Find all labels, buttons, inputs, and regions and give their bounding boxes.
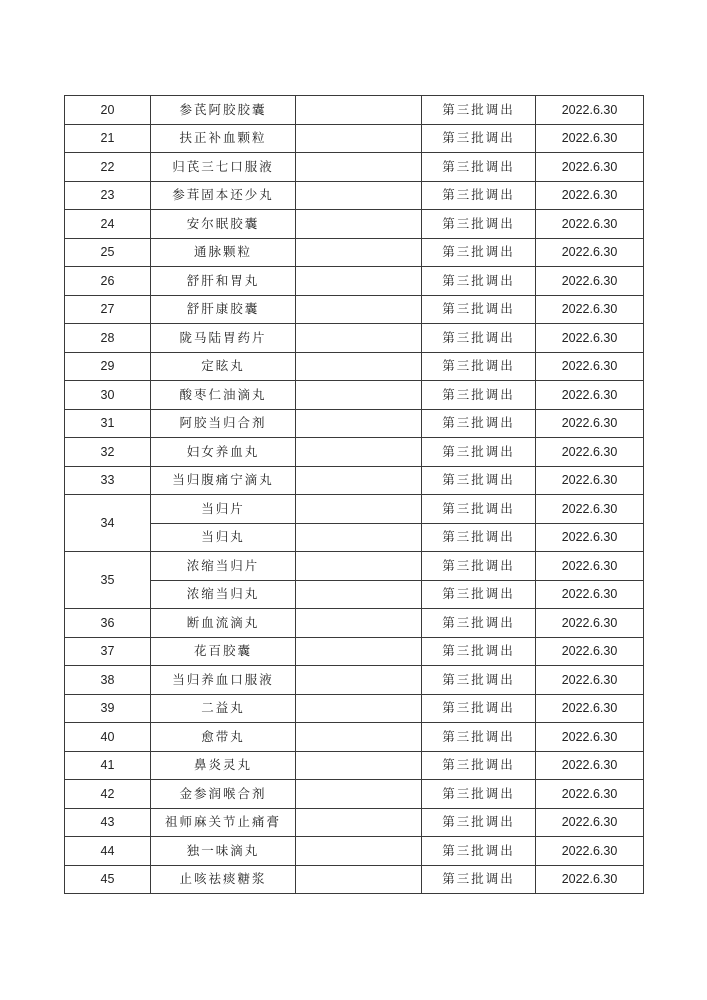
table-row <box>65 694 644 723</box>
date-cell: 2022.6.30 <box>536 723 644 752</box>
date-cell: 2022.6.30 <box>536 865 644 894</box>
drug-name-cell: 祖师麻关节止痛膏 <box>151 808 296 837</box>
row-number: 20 <box>65 96 151 125</box>
drug-list-table <box>64 95 644 894</box>
note-cell <box>296 609 422 638</box>
row-number: 31 <box>65 409 151 438</box>
batch-cell: 第三批调出 <box>422 295 536 324</box>
note-cell <box>296 837 422 866</box>
table-row <box>65 751 644 780</box>
date-cell: 2022.6.30 <box>536 751 644 780</box>
note-cell <box>296 352 422 381</box>
row-number: 33 <box>65 466 151 495</box>
note-cell <box>296 96 422 125</box>
note-cell <box>296 495 422 524</box>
batch-cell: 第三批调出 <box>422 808 536 837</box>
table-row <box>65 210 644 239</box>
row-number: 27 <box>65 295 151 324</box>
drug-name-cell: 陇马陆胃药片 <box>151 324 296 353</box>
date-cell: 2022.6.30 <box>536 409 644 438</box>
batch-cell: 第三批调出 <box>422 438 536 467</box>
date-cell: 2022.6.30 <box>536 666 644 695</box>
drug-name-cell: 独一味滴丸 <box>151 837 296 866</box>
row-number: 42 <box>65 780 151 809</box>
note-cell <box>296 466 422 495</box>
batch-cell: 第三批调出 <box>422 267 536 296</box>
batch-cell: 第三批调出 <box>422 837 536 866</box>
drug-name-cell: 花百胶囊 <box>151 637 296 666</box>
drug-name-cell: 断血流滴丸 <box>151 609 296 638</box>
table-row <box>65 295 644 324</box>
batch-cell: 第三批调出 <box>422 352 536 381</box>
date-cell: 2022.6.30 <box>536 381 644 410</box>
date-cell: 2022.6.30 <box>536 438 644 467</box>
drug-name-cell: 舒肝和胃丸 <box>151 267 296 296</box>
table-row <box>65 837 644 866</box>
date-cell: 2022.6.30 <box>536 609 644 638</box>
row-number: 32 <box>65 438 151 467</box>
table-row <box>65 438 644 467</box>
row-number: 30 <box>65 381 151 410</box>
row-number: 41 <box>65 751 151 780</box>
table-row <box>65 637 644 666</box>
row-number: 38 <box>65 666 151 695</box>
row-number: 40 <box>65 723 151 752</box>
note-cell <box>296 723 422 752</box>
note-cell <box>296 808 422 837</box>
batch-cell: 第三批调出 <box>422 609 536 638</box>
table-row <box>65 580 644 609</box>
note-cell <box>296 865 422 894</box>
table-row <box>65 723 644 752</box>
row-number: 26 <box>65 267 151 296</box>
table-row <box>65 267 644 296</box>
batch-cell: 第三批调出 <box>422 124 536 153</box>
note-cell <box>296 580 422 609</box>
drug-name-cell: 阿胶当归合剂 <box>151 409 296 438</box>
note-cell <box>296 780 422 809</box>
table-row <box>65 552 644 581</box>
note-cell <box>296 267 422 296</box>
drug-name-cell: 当归片 <box>151 495 296 524</box>
row-number: 29 <box>65 352 151 381</box>
table-row <box>65 808 644 837</box>
row-number: 28 <box>65 324 151 353</box>
date-cell: 2022.6.30 <box>536 295 644 324</box>
batch-cell: 第三批调出 <box>422 723 536 752</box>
row-number: 22 <box>65 153 151 182</box>
row-number: 21 <box>65 124 151 153</box>
drug-name-cell: 扶正补血颗粒 <box>151 124 296 153</box>
note-cell <box>296 324 422 353</box>
batch-cell: 第三批调出 <box>422 580 536 609</box>
table-row <box>65 409 644 438</box>
drug-name-cell: 酸枣仁油滴丸 <box>151 381 296 410</box>
table-row <box>65 96 644 125</box>
note-cell <box>296 523 422 552</box>
table-row <box>65 609 644 638</box>
table-row <box>65 495 644 524</box>
date-cell: 2022.6.30 <box>536 210 644 239</box>
note-cell <box>296 637 422 666</box>
note-cell <box>296 181 422 210</box>
drug-name-cell: 当归养血口服液 <box>151 666 296 695</box>
batch-cell: 第三批调出 <box>422 324 536 353</box>
table-row <box>65 666 644 695</box>
drug-name-cell: 金参润喉合剂 <box>151 780 296 809</box>
row-number: 34 <box>65 495 151 552</box>
batch-cell: 第三批调出 <box>422 865 536 894</box>
date-cell: 2022.6.30 <box>536 837 644 866</box>
batch-cell: 第三批调出 <box>422 381 536 410</box>
drug-name-cell: 愈带丸 <box>151 723 296 752</box>
date-cell: 2022.6.30 <box>536 580 644 609</box>
note-cell <box>296 409 422 438</box>
drug-name-cell: 鼻炎灵丸 <box>151 751 296 780</box>
date-cell: 2022.6.30 <box>536 694 644 723</box>
drug-name-cell: 参茸固本还少丸 <box>151 181 296 210</box>
row-number: 25 <box>65 238 151 267</box>
batch-cell: 第三批调出 <box>422 210 536 239</box>
table-row <box>65 381 644 410</box>
row-number: 35 <box>65 552 151 609</box>
date-cell: 2022.6.30 <box>536 238 644 267</box>
note-cell <box>296 381 422 410</box>
date-cell: 2022.6.30 <box>536 552 644 581</box>
drug-name-cell: 舒肝康胶囊 <box>151 295 296 324</box>
batch-cell: 第三批调出 <box>422 495 536 524</box>
note-cell <box>296 295 422 324</box>
drug-name-cell: 定眩丸 <box>151 352 296 381</box>
date-cell: 2022.6.30 <box>536 267 644 296</box>
table-row <box>65 352 644 381</box>
date-cell: 2022.6.30 <box>536 637 644 666</box>
drug-name-cell: 妇女养血丸 <box>151 438 296 467</box>
date-cell: 2022.6.30 <box>536 808 644 837</box>
drug-name-cell: 归芪三七口服液 <box>151 153 296 182</box>
table-row <box>65 466 644 495</box>
drug-name-cell: 安尔眠胶囊 <box>151 210 296 239</box>
note-cell <box>296 238 422 267</box>
drug-name-cell: 浓缩当归丸 <box>151 580 296 609</box>
date-cell: 2022.6.30 <box>536 780 644 809</box>
batch-cell: 第三批调出 <box>422 666 536 695</box>
date-cell: 2022.6.30 <box>536 153 644 182</box>
row-number: 43 <box>65 808 151 837</box>
batch-cell: 第三批调出 <box>422 694 536 723</box>
batch-cell: 第三批调出 <box>422 409 536 438</box>
table-row <box>65 780 644 809</box>
batch-cell: 第三批调出 <box>422 96 536 125</box>
date-cell: 2022.6.30 <box>536 181 644 210</box>
date-cell: 2022.6.30 <box>536 124 644 153</box>
table-row <box>65 124 644 153</box>
batch-cell: 第三批调出 <box>422 153 536 182</box>
drug-name-cell: 止咳祛痰糖浆 <box>151 865 296 894</box>
batch-cell: 第三批调出 <box>422 181 536 210</box>
drug-name-cell: 当归腹痛宁滴丸 <box>151 466 296 495</box>
batch-cell: 第三批调出 <box>422 466 536 495</box>
note-cell <box>296 751 422 780</box>
row-number: 44 <box>65 837 151 866</box>
drug-name-cell: 当归丸 <box>151 523 296 552</box>
table-row <box>65 153 644 182</box>
date-cell: 2022.6.30 <box>536 495 644 524</box>
row-number: 45 <box>65 865 151 894</box>
date-cell: 2022.6.30 <box>536 466 644 495</box>
note-cell <box>296 124 422 153</box>
drug-name-cell: 参芪阿胶胶囊 <box>151 96 296 125</box>
note-cell <box>296 438 422 467</box>
note-cell <box>296 666 422 695</box>
batch-cell: 第三批调出 <box>422 780 536 809</box>
batch-cell: 第三批调出 <box>422 751 536 780</box>
batch-cell: 第三批调出 <box>422 238 536 267</box>
table-row <box>65 523 644 552</box>
row-number: 24 <box>65 210 151 239</box>
date-cell: 2022.6.30 <box>536 324 644 353</box>
date-cell: 2022.6.30 <box>536 352 644 381</box>
batch-cell: 第三批调出 <box>422 523 536 552</box>
date-cell: 2022.6.30 <box>536 96 644 125</box>
note-cell <box>296 694 422 723</box>
row-number: 23 <box>65 181 151 210</box>
table-row <box>65 324 644 353</box>
table-row <box>65 181 644 210</box>
table-row <box>65 865 644 894</box>
note-cell <box>296 153 422 182</box>
row-number: 39 <box>65 694 151 723</box>
table-body <box>65 96 644 894</box>
table-row <box>65 238 644 267</box>
drug-name-cell: 通脉颗粒 <box>151 238 296 267</box>
note-cell <box>296 552 422 581</box>
batch-cell: 第三批调出 <box>422 637 536 666</box>
drug-name-cell: 浓缩当归片 <box>151 552 296 581</box>
note-cell <box>296 210 422 239</box>
batch-cell: 第三批调出 <box>422 552 536 581</box>
drug-name-cell: 二益丸 <box>151 694 296 723</box>
row-number: 36 <box>65 609 151 638</box>
date-cell: 2022.6.30 <box>536 523 644 552</box>
row-number: 37 <box>65 637 151 666</box>
